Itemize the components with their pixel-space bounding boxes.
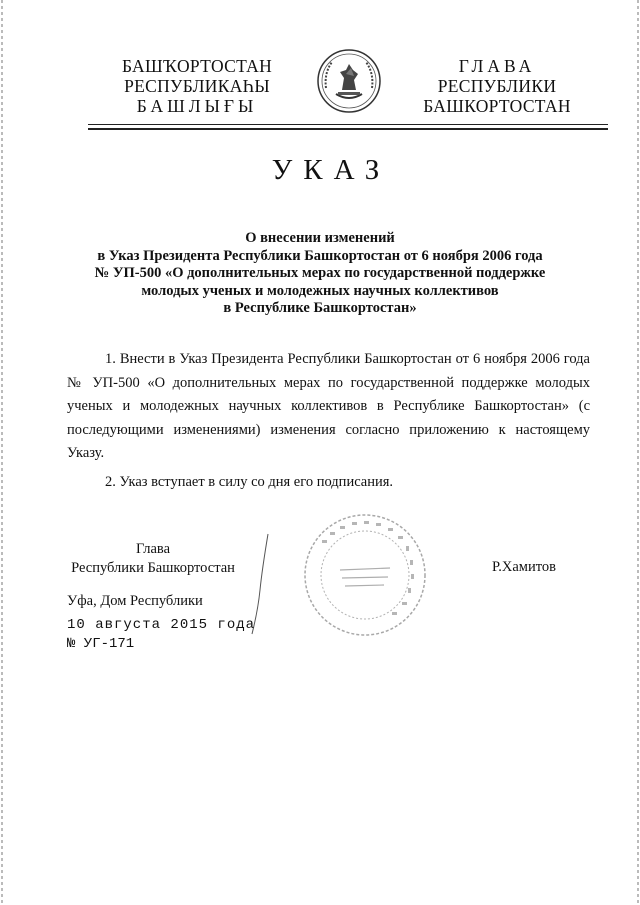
subject-heading bbox=[60, 230, 580, 318]
header-right-line-2: РЕСПУБЛИКИ bbox=[437, 76, 557, 96]
body-text bbox=[67, 348, 590, 494]
header-left-line-1: БАШҠОРТОСТАН bbox=[121, 56, 273, 76]
subject-line-5: в Республике Башкортостан» bbox=[223, 300, 417, 317]
signatory-title-line-1: Глава bbox=[135, 541, 171, 557]
subject-line-4: молодых ученых и молодежных научных коллективов bbox=[141, 282, 499, 299]
header-left-line-3: БАШЛЫҒЫ bbox=[136, 96, 258, 116]
header-right-line-1: ГЛАВА bbox=[458, 56, 536, 76]
header-right-line-3: БАШКОРТОСТАН bbox=[423, 96, 571, 116]
subject-line-1: О внесении изменений bbox=[245, 230, 395, 246]
scan-edge-right bbox=[637, 0, 639, 905]
header-rule-thick bbox=[88, 128, 608, 130]
decree-number: № УГ-171 bbox=[67, 636, 135, 652]
header-right bbox=[418, 56, 576, 116]
decree-date: 10 августа 2015 года bbox=[67, 617, 256, 633]
signatory-title bbox=[64, 540, 242, 578]
subject-line-3: № УП-500 «О дополнительных мерах по государственной поддержке bbox=[94, 265, 546, 282]
document-type-title: УКАЗ bbox=[271, 154, 391, 186]
scan-edge-left bbox=[1, 0, 3, 905]
header-left bbox=[116, 56, 278, 116]
subject-line-2: в Указ Президента Республики Башкортостан от 6 ноября 2006 года bbox=[97, 247, 543, 264]
header-rule-thin bbox=[88, 124, 608, 125]
signatory-name: Р.Хамитов bbox=[492, 559, 556, 575]
place-of-signing: Уфа, Дом Республики bbox=[67, 593, 203, 609]
paragraph-2: 2. Указ вступает в силу со дня его подписания. bbox=[105, 473, 394, 490]
coat-of-arms-emblem bbox=[316, 48, 382, 114]
official-stamp-seal bbox=[300, 510, 430, 640]
paragraph-1: 1. Внести в Указ Президента Республики Башкортостан от 6 ноября 2006 года № УП-500 «О дополнительных мерах по государственной поддержке молодых ученых и молодежных научных коллективов в Республике Башкортостан» (с последующими изменениями) изменения согласно приложению к настоящему Указу. bbox=[67, 351, 590, 461]
signatory-title-line-2: Республики Башкортостан bbox=[71, 560, 235, 576]
header-left-line-2: РЕСПУБЛИКАҺЫ bbox=[124, 76, 270, 96]
